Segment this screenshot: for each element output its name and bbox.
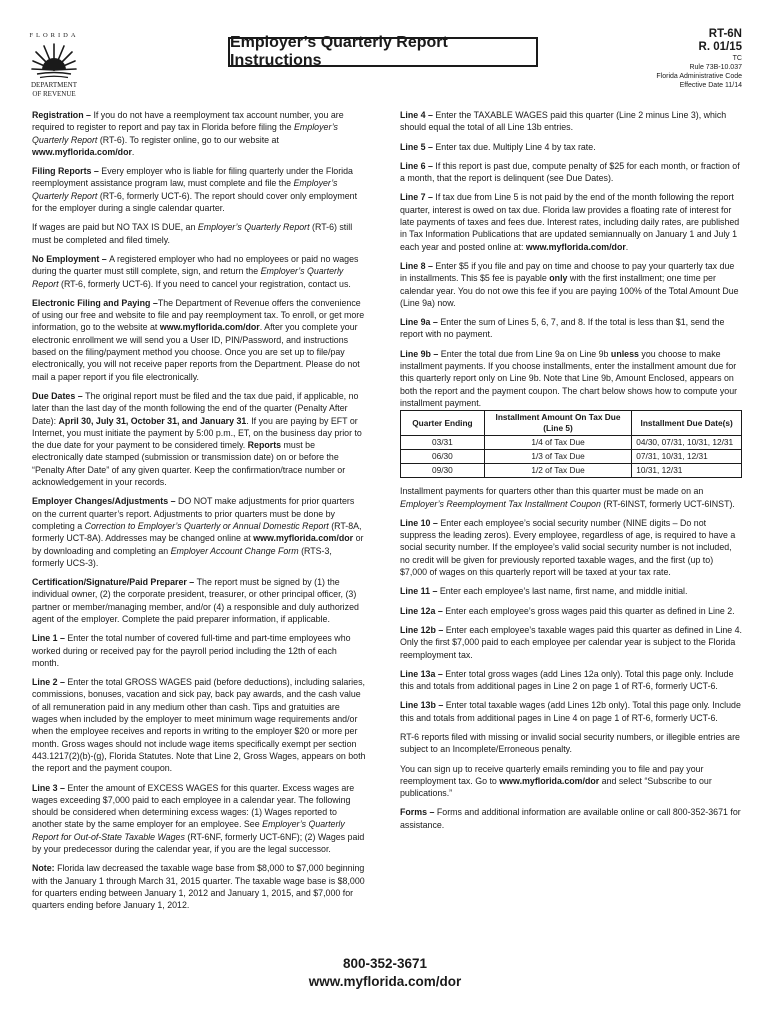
line-11-paragraph: Line 11 – Enter each employee’s last name, first name, and middle initial. bbox=[400, 586, 688, 597]
table-cell: 10/31, 12/31 bbox=[632, 464, 742, 478]
line-7-paragraph: Line 7 – If tax due from Line 5 is not paid by the end of the month following the report quarter, interest is owed on tax due. Florida law provides a floating rate of interest for late payments of taxes and fees due. Interest rates, including daily rates, are published in Tax Information Publications that are updated semiannually on January 1 and July 1 each year and posted online at: www.myflorida.com/dor. bbox=[400, 192, 740, 252]
line-2-paragraph: Line 2 – Enter the total GROSS WAGES paid (before deductions), including salaries, commissions, bonuses, vacation and sick pay, back pay awards, and the cash value of all remuneration paid in any medium other than cash. Tips and gratuities are wages when included by the employer to meet minimum wage requirements and/or when the employee receives and reports in writing to the employer $20 or more per month. Gross wages should not include wage items specifically exempt per section 443.1217(2)(b)-(g), Florida Statutes. Note that Line 2, Gross Wages, appears on both the report and the payment coupon. bbox=[32, 677, 366, 774]
table-row bbox=[401, 464, 742, 478]
line-3-paragraph: Line 3 – Enter the amount of EXCESS WAGES for this quarter. Excess wages are wages exceeding $7,000 paid to each employee in a calendar year. The following should be considered when determining excess wages: (1) Wages reported to another state by the same employer for an employee. See Employer’s Quarterly Report for Out-of-State Taxable Wages (RT-6NF, formerly UCT-6NF); (2) Wages paid by your predecessor during the calendar year, if you are the legal successor. bbox=[32, 782, 365, 855]
no-tax-due-paragraph: If wages are paid but NO TAX IS DUE, an Employer’s Quarterly Report (RT-6) still must be completed and filed timely. bbox=[32, 222, 353, 245]
line-9b-paragraph: Line 9b – Enter the total due from Line 9a on Line 9b unless you choose to make installment payments. If you choose installments, enter the installment amount due for this quarterly report only on Line 9b. Note that Line 9b, Amount Enclosed, appears on both the report and the payment coupon. The chart below shows how to compute your installment payment. bbox=[400, 348, 738, 408]
logo-dept-text: DEPARTMENT bbox=[31, 81, 77, 89]
line-13b-paragraph: Line 13b – Enter total taxable wages (add Lines 12b only). Total this page only. Include this and totals from additional pages in Line 4 on page 1 of RT-6, formerly UCT-6. bbox=[400, 700, 741, 723]
column-header: Installment Amount On Tax Due (Line 5) bbox=[484, 411, 632, 436]
column-header: Installment Due Date(s) bbox=[632, 411, 742, 436]
form-rule: Rule 73B-10.037 bbox=[689, 64, 742, 71]
line-12a-paragraph: Line 12a – Enter each employee’s gross wages paid this quarter as defined in Line 2. bbox=[400, 605, 735, 616]
line-4-paragraph: Line 4 – Enter the TAXABLE WAGES paid this quarter (Line 2 minus Line 3), which should equal the total of all Line 13b entries. bbox=[400, 110, 727, 133]
table-cell: 1/3 of Tax Due bbox=[484, 450, 632, 464]
note-paragraph: Note: Florida law decreased the taxable wage base from $8,000 to $7,000 beginning with the January 1 through March 31, 2015 quarter. The taxable wage base is $8,000 for quarters ending between January 1, 2012 and January 1, 2015, and $7,000 for quarters ending before January 1, 2012. bbox=[32, 863, 365, 911]
logo-top-text: FLORIDA bbox=[29, 32, 79, 39]
email-reminder-paragraph: You can sign up to receive quarterly emails reminding you to file and pay your reemployment tax. Go to www.myflorida.com/dor and select “Subscribe to our publications.” bbox=[400, 763, 712, 799]
form-number-block bbox=[656, 28, 742, 90]
footer-website-link[interactable]: www.myflorida.com/dor bbox=[308, 974, 462, 989]
footer-contact bbox=[0, 955, 770, 991]
table-cell: 03/31 bbox=[401, 436, 485, 450]
form-tc: TC bbox=[732, 55, 742, 62]
employer-changes-paragraph: Employer Changes/Adjustments – DO NOT make adjustments for prior quarters on the current quarter’s report. Adjustments to prior quarters must be done by completing a Correction to Employer’s Quarterly or Annual Domestic Report (RT-8A, formerly UCT-8A). Addresses may be changed online at www.myflorida.com/dor or by downloading and completing an Employer Account Change Form (RTS-3, formerly UCS-3). bbox=[32, 496, 364, 568]
line-6-paragraph: Line 6 – If this report is past due, compute penalty of $25 for each month, or fraction of a month, that the report is delinquent (see Due Dates). bbox=[400, 160, 740, 184]
line-13a-paragraph: Line 13a – Enter total gross wages (add Lines 12a only). Total this page only. Include this and totals from additional pages in Line 2 on page 1 of RT-6, formerly UCT-6. bbox=[400, 668, 734, 692]
filing-reports-paragraph: Filing Reports – Every employer who is liable for filing quarterly under the Florida reemployment assistance program law, must complete and file the Employer’s Quarterly Report (RT-6, formerly UCT-6). The report should cover only employment for the employer during a single calendar quarter. bbox=[32, 166, 358, 214]
florida-dor-logo bbox=[24, 26, 84, 106]
footer-phone[interactable]: 800-352-3671 bbox=[342, 956, 428, 971]
ssn-penalty-paragraph: RT-6 reports filed with missing or invalid social security numbers, or illegible entries are subject to an Incomplete/Erroneous penalty. bbox=[400, 731, 740, 755]
table-cell: 04/30, 07/31, 10/31, 12/31 bbox=[632, 436, 742, 450]
form-number: RT-6N bbox=[708, 28, 742, 40]
page-title: Employer’s Quarterly Report Instructions bbox=[228, 37, 538, 67]
dor-website-link[interactable]: www.myflorida.com/dor bbox=[525, 241, 626, 252]
installment-coupon-paragraph: Installment payments for quarters other than this quarter must be made on an Employer’s Reemployment Tax Installment Coupon (RT-6INST, formerly UCT-6INST). bbox=[400, 486, 735, 509]
form-admin-code: Florida Administrative Code bbox=[656, 73, 742, 80]
dor-website-link[interactable]: www.myflorida.com/dor bbox=[253, 533, 354, 544]
registration-paragraph: Registration – If you do not have a reemployment tax account number, you are required to register to report and pay tax in Florida before filing the Employer’s Quarterly Report (RT-6). To register online, go to our website at www.myflorida.com/dor. bbox=[32, 110, 344, 157]
no-employment-paragraph: No Employment – A registered employer who had no employees or paid no wages during the quarter must still complete, sign, and return the Employer’s Quarterly Report (RT-6, formerly UCT-6). If you need to cancel your registration, contact us. bbox=[32, 253, 359, 289]
forms-paragraph: Forms – Forms and additional information are available online or call 800-352-3671 for assistance. bbox=[400, 807, 741, 830]
table-header-row bbox=[401, 411, 742, 436]
left-column bbox=[32, 109, 366, 919]
electronic-filing-paragraph: Electronic Filing and Paying –The Department of Revenue offers the convenience of using our free and website to file and pay reemployment tax. To enroll, or get more information, go to the website at www.myflorida.com/dor. After you complete your electronic enrollment we will send you a User ID, PIN/Password, and instructions based on the filing/payment method you choose. Once you are set up to file/pay electronically, you will not receive paper reports from the Department. Please do not mail a paper report if you file electronically. bbox=[32, 297, 365, 382]
line-8-paragraph: Line 8 – Enter $5 if you file and pay on time and choose to pay your quarterly tax due in installments. This $5 fee is payable only with the first installment; one time per calendar year. You do not owe this fee if you are paying 100% of the Total Amount Due (Line 9a) now. bbox=[400, 260, 739, 308]
table-cell: 06/30 bbox=[401, 450, 485, 464]
sun-icon bbox=[31, 40, 77, 80]
installment-table bbox=[400, 410, 742, 478]
line-12b-paragraph: Line 12b – Enter each employee’s taxable wages paid this quarter as defined in Line 4. Only the first $7,000 paid to each employee per calendar year is subject to the Florida reemployment tax. bbox=[400, 624, 743, 660]
line-5-paragraph: Line 5 – Enter tax due. Multiply Line 4 by tax rate. bbox=[400, 141, 596, 152]
dor-website-link[interactable]: www.myflorida.com/dor bbox=[32, 146, 132, 157]
table-row bbox=[401, 450, 742, 464]
due-dates-paragraph: Due Dates – The original report must be filed and the tax due paid, if applicable, no later than the last day of the month following the end of the quarter (Penalty After Date): April 30, July 31, October 31, and January 31. If you are paying by EFT or Internet, you must initiate the payment by 5:00 p.m., ET, on the business day prior to the due date for your payment to be considered timely. Reports must be electronically date stamped (submission or transmission date) on or before the “Penalty After Date” of any given quarter. Keep the confirmation/trace number or acknowledgement in your records. bbox=[32, 390, 362, 488]
right-column bbox=[400, 109, 742, 838]
column-header: Quarter Ending bbox=[401, 411, 485, 436]
table-cell: 1/2 of Tax Due bbox=[484, 464, 632, 478]
dor-website-link[interactable]: www.myflorida.com/dor bbox=[159, 322, 260, 333]
table-cell: 1/4 of Tax Due bbox=[484, 436, 632, 450]
logo-revenue-text: OF REVENUE bbox=[32, 90, 76, 98]
certification-paragraph: Certification/Signature/Paid Preparer – The report must be signed by (1) the individual owner, (2) the corporate president, treasurer, or other principal officer, (3) partner or member/managing member, and/or (4) a responsible and duly authorized agent of the employer. Complete the paid preparer information, if applicable. bbox=[32, 577, 359, 624]
line-10-paragraph: Line 10 – Enter each employee’s social security number (NINE digits – Do not suppress the leading zeros). Every employee, regardless of age, is required to have a social security number. If the employee’s valid social security number is not included, no credit will be given for previously reported taxable wages, and the first (up to) $7,000 of wages on this quarterly report will be taxed at your tax rate. bbox=[400, 517, 736, 578]
form-revision: R. 01/15 bbox=[698, 41, 742, 53]
line-1-paragraph: Line 1 – Enter the total number of covered full-time and part-time employees who worked during or received pay for the payroll period including the 12th of each month. bbox=[32, 633, 351, 668]
line-9a-paragraph: Line 9a – Enter the sum of Lines 5, 6, 7, and 8. If the total is less than $1, send the report with no payment. bbox=[400, 317, 725, 340]
table-row bbox=[401, 436, 742, 450]
dor-website-link[interactable]: www.myflorida.com/dor bbox=[499, 775, 600, 786]
table-cell: 07/31, 10/31, 12/31 bbox=[632, 450, 742, 464]
form-effective-date: Effective Date 11/14 bbox=[679, 82, 742, 89]
table-cell: 09/30 bbox=[401, 464, 485, 478]
